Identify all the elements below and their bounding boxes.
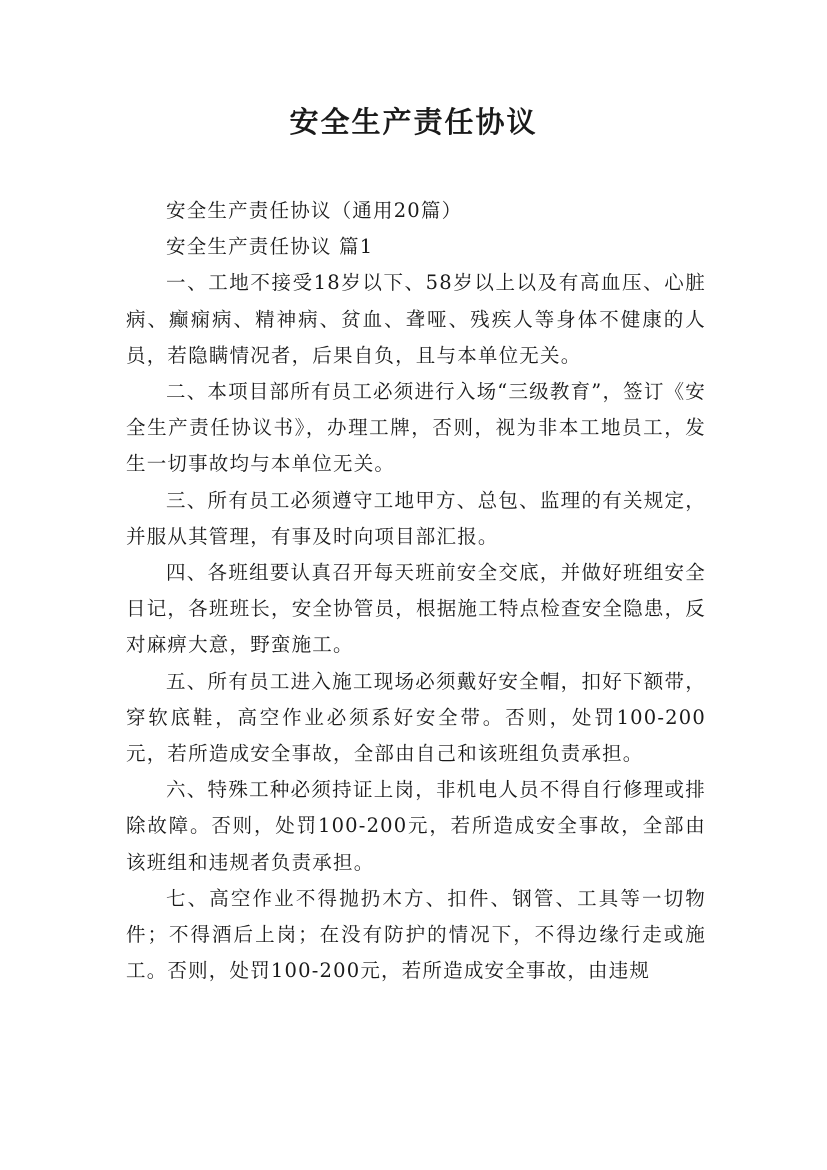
- clause-6-paragraph: 六、特殊工种必须持证上岗，非机电人员不得自行修理或排除故障。否则，处罚100-200元，若所造成安全事故，全部由该班组和违规者负责承担。: [126, 778, 706, 874]
- clause-7-paragraph: 七、高空作业不得抛扔木方、扣件、钢管、工具等一切物件；不得酒后上岗；在没有防护的情况下，不得边缘行走或施工。否则，处罚100-200元，若所造成安全事故，由违规: [126, 886, 706, 983]
- section-heading: 安全生产责任协议 篇1: [166, 235, 374, 259]
- clause-2-paragraph: 二、本项目部所有员工必须进行入场“三级教育”，签订《安全生产责任协议书》，办理工牌，否则，视为非本工地员工，发生一切事故均与本单位无关。: [126, 380, 706, 476]
- clause-5-paragraph: 五、所有员工进入施工现场必须戴好安全帽，扣好下额带，穿软底鞋，高空作业必须系好安全带。否则，处罚100-200元，若所造成安全事故，全部由自己和该班组负责承担。: [126, 669, 706, 766]
- subtitle-paragraph: 安全生产责任协议（通用20篇）: [166, 199, 463, 222]
- clause-3-paragraph: 三、所有员工必须遵守工地甲方、总包、监理的有关规定，并服从其管理，有事及时向项目部汇报。: [126, 488, 706, 548]
- clause-1-paragraph: 一、工地不接受18岁以下、58岁以上以及有高血压、心脏病、癫痫病、精神病、贫血、聋哑、残疾人等身体不健康的人员，若隐瞒情况者，后果自负，且与本单位无关。: [126, 271, 706, 367]
- document-body: [126, 193, 706, 989]
- document-title: 安全生产责任协议: [289, 105, 538, 139]
- clause-4-paragraph: 四、各班组要认真召开每天班前安全交底，并做好班组安全日记，各班班长，安全协管员，根据施工特点检查安全隐患，反对麻痹大意，野蛮施工。: [126, 561, 706, 657]
